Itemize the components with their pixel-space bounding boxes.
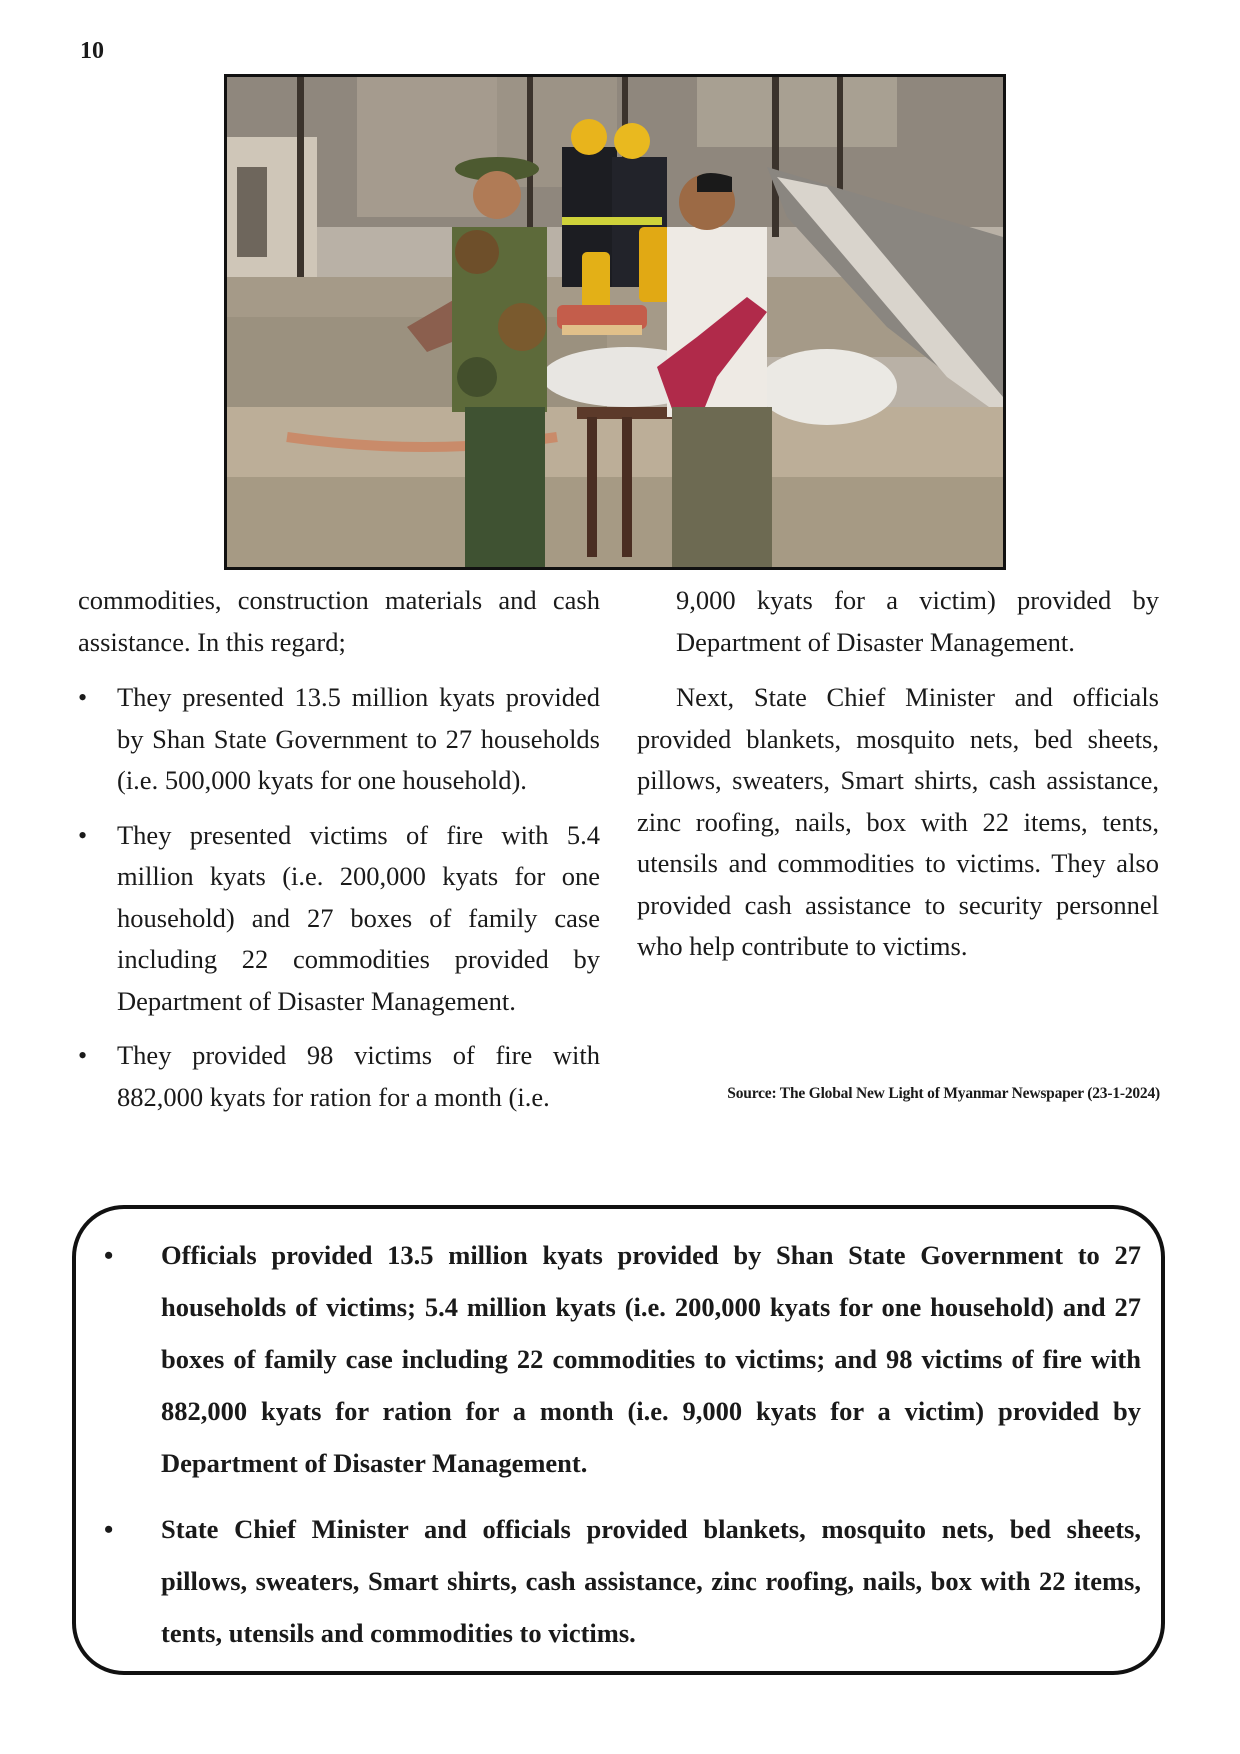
left-bullet-list — [78, 677, 600, 1118]
list-item: • They provided 98 victims of fire with 882,000 kyats for ration for a month (i.e. — [78, 1035, 600, 1118]
right-column — [637, 580, 1159, 982]
page-number: 10 — [80, 38, 104, 64]
left-intro-paragraph: commodities, construction materials and cash assistance. In this regard; — [78, 585, 600, 657]
news-photo — [224, 74, 1006, 570]
source-citation: Source: The Global New Light of Myanmar Newspaper (23-1-2024) — [727, 1085, 1160, 1102]
summary-bullet-list — [104, 1229, 1141, 1673]
list-item: • They presented victims of fire with 5.4 million kyats (i.e. 200,000 kyats for one household) and 27 boxes of family case including 22 commodities provided by Department of Disaster Management. — [78, 815, 600, 1023]
continued-bullet-text: 9,000 kyats for a victim) provided by Department of Disaster Management. — [676, 585, 1159, 657]
photo-aid-handover — [227, 77, 1003, 567]
summary-box — [72, 1205, 1165, 1675]
list-item: • They presented 13.5 million kyats provided by Shan State Government to 27 households (i.e. 500,000 kyats for one household). — [78, 677, 600, 802]
body-paragraph: Next, State Chief Minister and officials provided blankets, mosquito nets, bed sheets, pillows, sweaters, Smart shirts, cash assistance, zinc roofing, nails, box with 22 items, tents, utensils and commodities to victims. They also provided cash assistance to security personnel who help contribute to victims. — [637, 682, 1159, 961]
left-column — [78, 580, 600, 1131]
summary-item: • State Chief Minister and officials provided blankets, mosquito nets, bed sheets, pillows, sweaters, Smart shirts, cash assistance, zinc roofing, nails, box with 22 items, tents, utensils and commodities to victims. — [104, 1503, 1141, 1659]
summary-item: • Officials provided 13.5 million kyats provided by Shan State Government to 27 households of victims; 5.4 million kyats (i.e. 200,000 kyats for one household) and 27 boxes of family case including 22 commodities to victims; and 98 victims of fire with 882,000 kyats for ration for a month (i.e. 9,000 kyats for a victim) provided by Department of Disaster Management. — [104, 1229, 1141, 1489]
